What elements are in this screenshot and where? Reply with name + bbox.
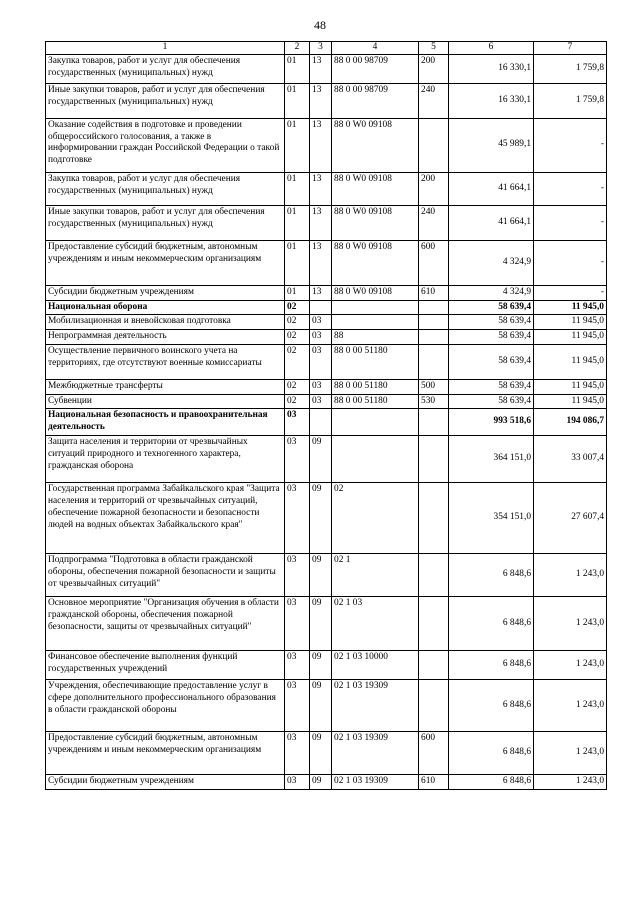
subsection-code-cell: 03 xyxy=(310,330,332,345)
section-code-cell: 03 xyxy=(285,554,310,597)
amount-col7-cell: 1 759,8 xyxy=(534,54,607,83)
amount-col7-cell: 11 945,0 xyxy=(534,379,607,394)
section-code-cell: 02 xyxy=(285,300,310,315)
subsection-code-cell: 03 xyxy=(310,379,332,394)
amount-col6-cell: 6 848,6 xyxy=(449,680,534,732)
amount-col7-cell: 11 945,0 xyxy=(534,344,607,379)
expense-type-cell: 600 xyxy=(419,240,449,285)
section-code-cell: 01 xyxy=(285,83,310,118)
amount-col6-cell: 16 330,1 xyxy=(449,83,534,118)
expense-type-cell: 610 xyxy=(419,285,449,300)
subsection-code-cell: 09 xyxy=(310,680,332,732)
table-row xyxy=(46,330,607,345)
section-code-cell: 02 xyxy=(285,344,310,379)
expense-type-cell xyxy=(419,409,449,436)
row-name-cell: Закупка товаров, работ и услуг для обеспечения государственных (муниципальных) нужд xyxy=(46,172,285,205)
expense-type-cell xyxy=(419,330,449,345)
row-name-cell: Учреждения, обеспечивающие предоставление услуг в сфере дополнительного профессионального образования в области гражданской обороны xyxy=(46,680,285,732)
target-item-cell: 88 0 W0 09108 xyxy=(332,285,419,300)
section-code-cell: 03 xyxy=(285,775,310,790)
expense-type-cell xyxy=(419,680,449,732)
row-name-cell: Непрограммная деятельность xyxy=(46,330,285,345)
budget-table xyxy=(45,41,607,790)
amount-col6-cell: 6 848,6 xyxy=(449,651,534,680)
subsection-code-cell: 03 xyxy=(310,315,332,330)
target-item-cell: 02 1 03 19309 xyxy=(332,680,419,732)
target-item-cell: 88 0 W0 09108 xyxy=(332,118,419,172)
amount-col7-cell: 1 243,0 xyxy=(534,597,607,651)
amount-col6-cell: 16 330,1 xyxy=(449,54,534,83)
section-code-cell: 03 xyxy=(285,436,310,483)
target-item-cell: 02 1 xyxy=(332,554,419,597)
subsection-code-cell: 13 xyxy=(310,240,332,285)
expense-type-cell: 610 xyxy=(419,775,449,790)
subsection-code-cell: 13 xyxy=(310,54,332,83)
table-row xyxy=(46,409,607,436)
amount-col7-cell: 27 607,4 xyxy=(534,483,607,554)
section-code-cell: 03 xyxy=(285,483,310,554)
expense-type-cell xyxy=(419,554,449,597)
amount-col7-cell: 1 243,0 xyxy=(534,651,607,680)
target-item-cell: 02 1 03 19309 xyxy=(332,775,419,790)
amount-col7-cell: 1 243,0 xyxy=(534,554,607,597)
subsection-code-cell: 09 xyxy=(310,436,332,483)
amount-col6-cell: 58 639,4 xyxy=(449,394,534,409)
target-item-cell: 88 0 W0 09108 xyxy=(332,240,419,285)
expense-type-cell: 200 xyxy=(419,54,449,83)
table-row xyxy=(46,379,607,394)
expense-type-cell xyxy=(419,436,449,483)
section-code-cell: 01 xyxy=(285,172,310,205)
row-name-cell: Национальная оборона xyxy=(46,300,285,315)
section-code-cell: 03 xyxy=(285,732,310,775)
table-row xyxy=(46,651,607,680)
amount-col7-cell: 194 086,7 xyxy=(534,409,607,436)
amount-col6-cell: 58 639,4 xyxy=(449,344,534,379)
amount-col6-cell: 58 639,4 xyxy=(449,300,534,315)
table-row xyxy=(46,240,607,285)
expense-type-cell xyxy=(419,315,449,330)
row-name-cell: Предоставление субсидий бюджетным, автономным учреждениям и иным некоммерческим организациям xyxy=(46,732,285,775)
amount-col6-cell: 354 151,0 xyxy=(449,483,534,554)
row-name-cell: Субвенции xyxy=(46,394,285,409)
table-header-row xyxy=(46,42,607,55)
subsection-code-cell: 13 xyxy=(310,118,332,172)
amount-col7-cell: 1 243,0 xyxy=(534,732,607,775)
subsection-code-cell xyxy=(310,409,332,436)
subsection-code-cell: 09 xyxy=(310,651,332,680)
header-cell: 3 xyxy=(310,42,332,55)
expense-type-cell xyxy=(419,118,449,172)
amount-col7-cell: 11 945,0 xyxy=(534,330,607,345)
amount-col7-cell: 1 243,0 xyxy=(534,775,607,790)
subsection-code-cell: 09 xyxy=(310,732,332,775)
subsection-code-cell: 09 xyxy=(310,597,332,651)
expense-type-cell: 600 xyxy=(419,732,449,775)
page-number: 48 xyxy=(314,18,326,32)
target-item-cell: 88 0 00 51180 xyxy=(332,344,419,379)
section-code-cell: 03 xyxy=(285,651,310,680)
amount-col7-cell: 33 007,4 xyxy=(534,436,607,483)
section-code-cell: 01 xyxy=(285,54,310,83)
subsection-code-cell: 13 xyxy=(310,83,332,118)
amount-col6-cell: 6 848,6 xyxy=(449,597,534,651)
section-code-cell: 01 xyxy=(285,205,310,240)
row-name-cell: Субсидии бюджетным учреждениям xyxy=(46,775,285,790)
amount-col7-cell: - xyxy=(534,240,607,285)
section-code-cell: 02 xyxy=(285,330,310,345)
row-name-cell: Оказание содействия в подготовке и проведении общероссийского голосования, а также в информировании граждан Российской Федерации о такой подготовке xyxy=(46,118,285,172)
table-row xyxy=(46,172,607,205)
amount-col7-cell: 11 945,0 xyxy=(534,394,607,409)
expense-type-cell xyxy=(419,300,449,315)
row-name-cell: Защита населения и территории от чрезвычайных ситуаций природного и техногенного характера, гражданская оборона xyxy=(46,436,285,483)
subsection-code-cell xyxy=(310,300,332,315)
table-row xyxy=(46,300,607,315)
row-name-cell: Основное мероприятие "Организация обучения в области гражданской обороны, обеспечения пожарной безопасности, защиты от чрезвычайных ситуаций" xyxy=(46,597,285,651)
amount-col6-cell: 58 639,4 xyxy=(449,330,534,345)
table-row xyxy=(46,554,607,597)
subsection-code-cell: 03 xyxy=(310,344,332,379)
target-item-cell: 02 1 03 10000 xyxy=(332,651,419,680)
table-row xyxy=(46,483,607,554)
row-name-cell: Иные закупки товаров, работ и услуг для обеспечения государственных (муниципальных) нужд xyxy=(46,205,285,240)
amount-col6-cell: 364 151,0 xyxy=(449,436,534,483)
row-name-cell: Предоставление субсидий бюджетным, автономным учреждениям и иным некоммерческим организациям xyxy=(46,240,285,285)
amount-col6-cell: 41 664,1 xyxy=(449,205,534,240)
table-row xyxy=(46,775,607,790)
header-cell: 4 xyxy=(332,42,419,55)
table-row xyxy=(46,118,607,172)
section-code-cell: 01 xyxy=(285,118,310,172)
subsection-code-cell: 13 xyxy=(310,285,332,300)
row-name-cell: Мобилизационная и вневойсковая подготовка xyxy=(46,315,285,330)
expense-type-cell xyxy=(419,597,449,651)
amount-col7-cell: - xyxy=(534,172,607,205)
amount-col6-cell: 58 639,4 xyxy=(449,315,534,330)
row-name-cell: Закупка товаров, работ и услуг для обеспечения государственных (муниципальных) нужд xyxy=(46,54,285,83)
table-row xyxy=(46,54,607,83)
row-name-cell: Государственная программа Забайкальского края "Защита населения и территорий от чрезвычайных ситуаций, обеспечение пожарной безопасности и безопасности людей на водных объектах Забайкальского края" xyxy=(46,483,285,554)
subsection-code-cell: 13 xyxy=(310,172,332,205)
amount-col6-cell: 41 664,1 xyxy=(449,172,534,205)
subsection-code-cell: 03 xyxy=(310,394,332,409)
row-name-cell: Иные закупки товаров, работ и услуг для обеспечения государственных (муниципальных) нужд xyxy=(46,83,285,118)
row-name-cell: Национальная безопасность и правоохранительная деятельность xyxy=(46,409,285,436)
header-cell: 2 xyxy=(285,42,310,55)
amount-col7-cell: 11 945,0 xyxy=(534,300,607,315)
target-item-cell: 88 0 00 98709 xyxy=(332,83,419,118)
amount-col7-cell: - xyxy=(534,205,607,240)
table-row xyxy=(46,344,607,379)
subsection-code-cell: 09 xyxy=(310,554,332,597)
target-item-cell xyxy=(332,300,419,315)
amount-col6-cell: 6 848,6 xyxy=(449,775,534,790)
header-cell: 5 xyxy=(419,42,449,55)
amount-col6-cell: 58 639,4 xyxy=(449,379,534,394)
row-name-cell: Осуществление первичного воинского учета на территориях, где отсутствуют военные комиссариаты xyxy=(46,344,285,379)
target-item-cell xyxy=(332,436,419,483)
table-row xyxy=(46,83,607,118)
target-item-cell: 88 0 00 51180 xyxy=(332,379,419,394)
table-row xyxy=(46,205,607,240)
target-item-cell: 88 xyxy=(332,330,419,345)
target-item-cell: 02 1 03 19309 xyxy=(332,732,419,775)
expense-type-cell: 240 xyxy=(419,205,449,240)
header-cell: 1 xyxy=(46,42,285,55)
row-name-cell: Подпрограмма "Подготовка в области гражданской обороны, обеспечения пожарной безопасности и защиты от чрезвычайных ситуаций" xyxy=(46,554,285,597)
table-row xyxy=(46,285,607,300)
expense-type-cell: 200 xyxy=(419,172,449,205)
section-code-cell: 03 xyxy=(285,597,310,651)
expense-type-cell xyxy=(419,651,449,680)
target-item-cell: 02 1 03 xyxy=(332,597,419,651)
amount-col6-cell: 4 324,9 xyxy=(449,240,534,285)
expense-type-cell: 530 xyxy=(419,394,449,409)
section-code-cell: 01 xyxy=(285,285,310,300)
section-code-cell: 02 xyxy=(285,379,310,394)
expense-type-cell xyxy=(419,344,449,379)
target-item-cell: 88 0 W0 09108 xyxy=(332,172,419,205)
section-code-cell: 03 xyxy=(285,409,310,436)
header-cell: 6 xyxy=(449,42,534,55)
table-row xyxy=(46,394,607,409)
subsection-code-cell: 09 xyxy=(310,483,332,554)
subsection-code-cell: 13 xyxy=(310,205,332,240)
table-row xyxy=(46,315,607,330)
row-name-cell: Финансовое обеспечение выполнения функций государственных учреждений xyxy=(46,651,285,680)
amount-col6-cell: 6 848,6 xyxy=(449,554,534,597)
amount-col7-cell: - xyxy=(534,285,607,300)
row-name-cell: Межбюджетные трансферты xyxy=(46,379,285,394)
table-row xyxy=(46,732,607,775)
target-item-cell: 02 xyxy=(332,483,419,554)
table-row xyxy=(46,597,607,651)
amount-col7-cell: - xyxy=(534,118,607,172)
amount-col6-cell: 6 848,6 xyxy=(449,732,534,775)
amount-col7-cell: 1 759,8 xyxy=(534,83,607,118)
target-item-cell: 88 0 W0 09108 xyxy=(332,205,419,240)
target-item-cell: 88 0 00 51180 xyxy=(332,394,419,409)
section-code-cell: 02 xyxy=(285,315,310,330)
table-row xyxy=(46,680,607,732)
target-item-cell xyxy=(332,409,419,436)
subsection-code-cell: 09 xyxy=(310,775,332,790)
expense-type-cell: 500 xyxy=(419,379,449,394)
target-item-cell xyxy=(332,315,419,330)
target-item-cell: 88 0 00 98709 xyxy=(332,54,419,83)
amount-col7-cell: 11 945,0 xyxy=(534,315,607,330)
section-code-cell: 02 xyxy=(285,394,310,409)
amount-col6-cell: 45 989,1 xyxy=(449,118,534,172)
amount-col6-cell: 4 324,9 xyxy=(449,285,534,300)
expense-type-cell: 240 xyxy=(419,83,449,118)
expense-type-cell xyxy=(419,483,449,554)
amount-col6-cell: 993 518,6 xyxy=(449,409,534,436)
section-code-cell: 03 xyxy=(285,680,310,732)
section-code-cell: 01 xyxy=(285,240,310,285)
row-name-cell: Субсидии бюджетным учреждениям xyxy=(46,285,285,300)
table-row xyxy=(46,436,607,483)
header-cell: 7 xyxy=(534,42,607,55)
amount-col7-cell: 1 243,0 xyxy=(534,680,607,732)
